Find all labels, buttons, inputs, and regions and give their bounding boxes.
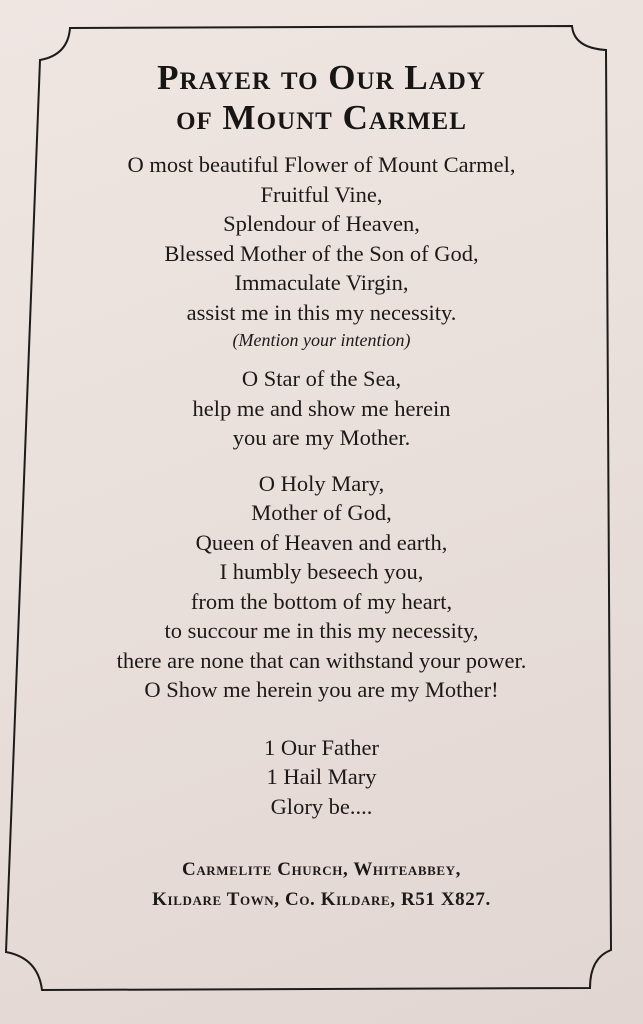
- stanza-one: [40, 150, 603, 353]
- prayer-line: O most beautiful Flower of Mount Carmel,: [127, 152, 516, 177]
- prayer-line: O Show me herein you are my Mother!: [144, 677, 499, 702]
- prayer-line: you are my Mother.: [232, 425, 411, 450]
- address-line: Kildare Town, Co. Kildare, R51 X827.: [152, 889, 491, 910]
- prayer-line: from the bottom of my heart,: [190, 588, 453, 614]
- card-content: [40, 58, 603, 915]
- closing-prayer-line: 1 Hail Mary: [266, 764, 377, 789]
- closing-prayer-line: Glory be....: [270, 793, 373, 819]
- prayer-line: assist me in this my necessity.: [186, 299, 457, 325]
- prayer-line: Blessed Mother of the Son of God,: [164, 240, 479, 266]
- prayer-title: [40, 58, 603, 138]
- address-line: Carmelite Church, Whiteabbey,: [182, 859, 461, 880]
- church-address: [40, 855, 603, 915]
- closing-prayer-line: 1 Our Father: [264, 734, 379, 760]
- prayer-line: Immaculate Virgin,: [234, 270, 409, 295]
- stanza-three: [40, 469, 603, 705]
- prayer-line: Queen of Heaven and earth,: [195, 529, 448, 555]
- prayer-line: Mother of God,: [251, 500, 392, 525]
- prayer-line: to succour me in this my necessity,: [164, 618, 479, 643]
- closing-prayers: [40, 733, 603, 822]
- prayer-line: Fruitful Vine,: [260, 181, 383, 207]
- prayer-line: I humbly beseech you,: [219, 559, 424, 584]
- prayer-line: O Holy Mary,: [258, 470, 385, 496]
- prayer-line: Splendour of Heaven,: [223, 211, 420, 236]
- title-line: of Mount Carmel: [176, 98, 467, 137]
- title-line: Prayer to Our Lady: [157, 58, 486, 97]
- prayer-line: there are none that can withstand your power.: [116, 647, 527, 673]
- prayer-line: O Star of the Sea,: [241, 366, 402, 391]
- stanza-two: [40, 364, 603, 453]
- intention-instruction: (Mention your intention): [232, 330, 411, 350]
- prayer-line: help me and show me herein: [192, 395, 451, 421]
